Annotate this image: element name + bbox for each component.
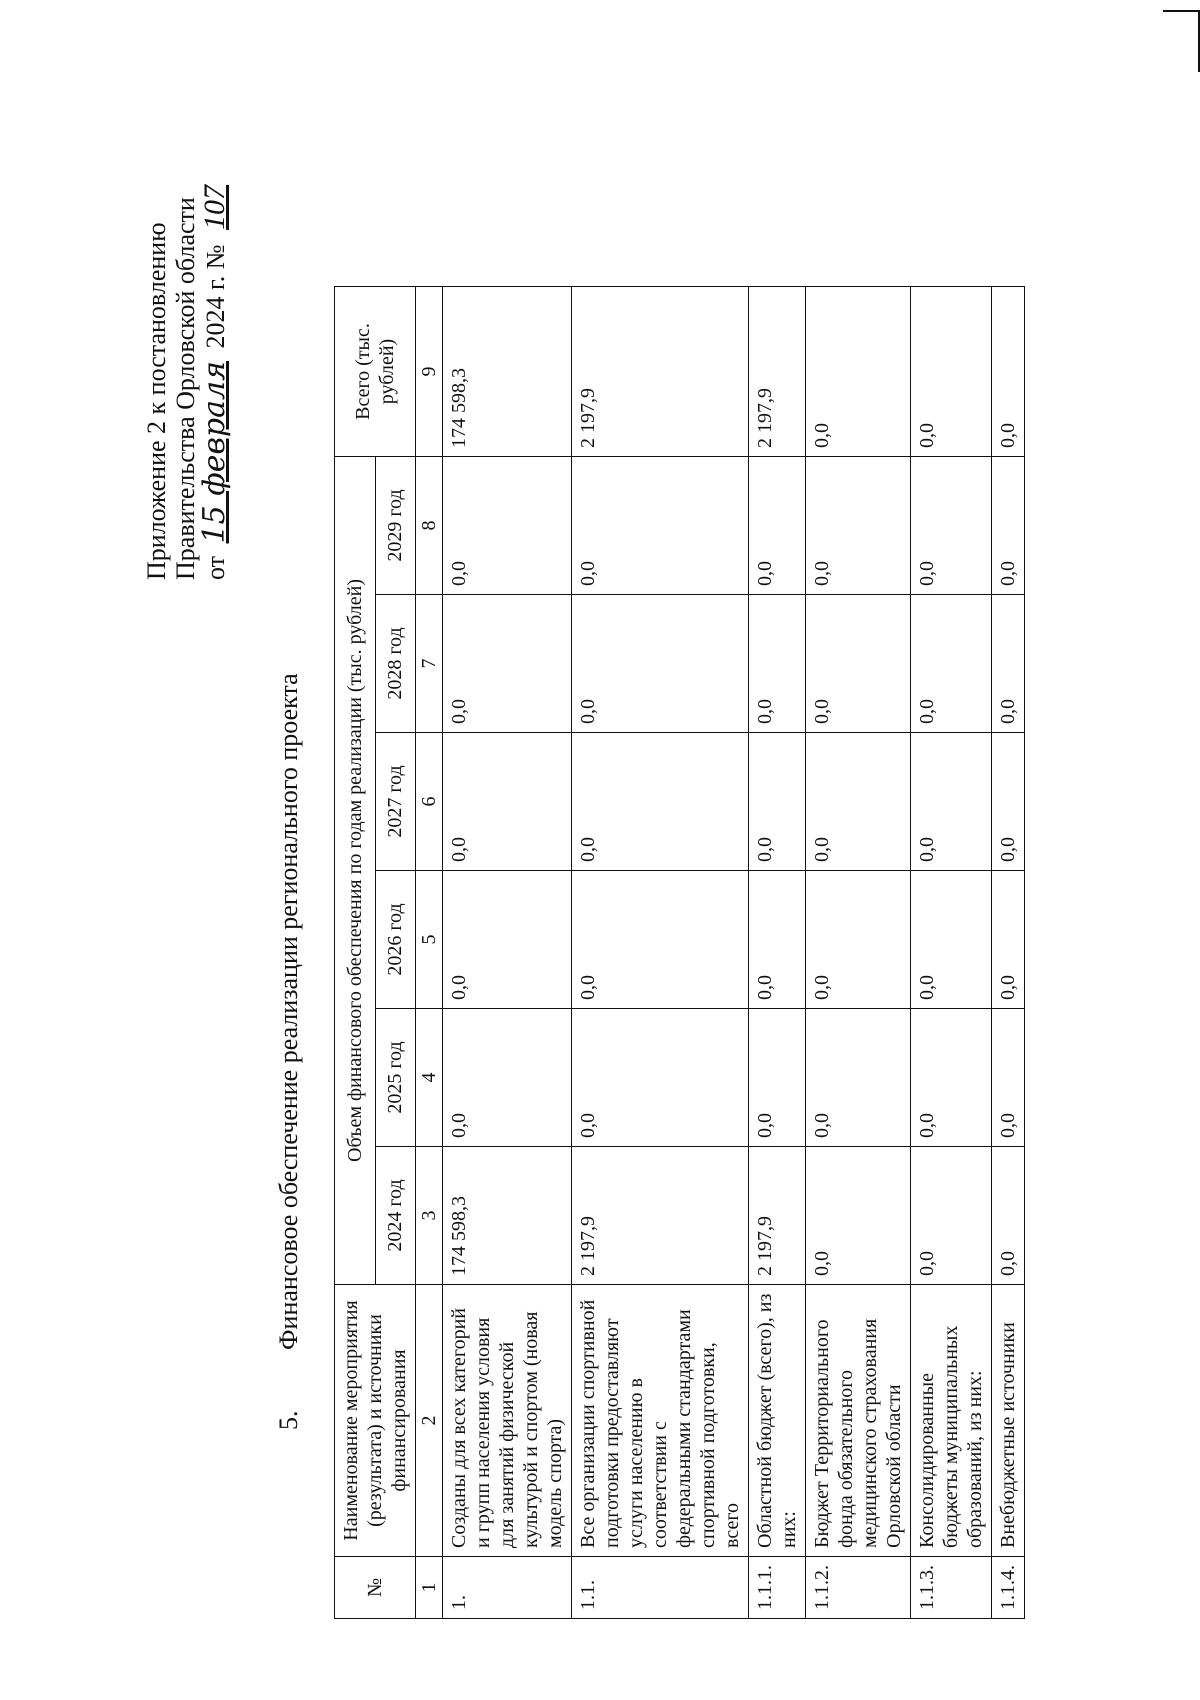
row-number: 1.1.2.: [806, 1557, 911, 1619]
value-total: 2 197,9: [749, 287, 806, 457]
header-no: №: [335, 1557, 416, 1619]
column-index: 2: [416, 1285, 443, 1557]
value-2029: 0,0: [806, 457, 911, 595]
value-2025: 0,0: [749, 1009, 806, 1147]
value-2027: 0,0: [749, 733, 806, 871]
value-2026: 0,0: [806, 871, 911, 1009]
value-2027: 0,0: [806, 733, 911, 871]
value-2027: 0,0: [443, 733, 572, 871]
value-2029: 0,0: [749, 457, 806, 595]
column-index: 6: [416, 733, 443, 871]
header-year: 2024 год: [375, 1147, 416, 1285]
value-2025: 0,0: [992, 1009, 1025, 1147]
handwritten-number: 107: [198, 184, 231, 230]
value-total: 0,0: [911, 287, 992, 457]
value-2029: 0,0: [443, 457, 572, 595]
section-title-text: Финансовое обеспечение реализации регионального проекта: [274, 673, 303, 1350]
column-index: 5: [416, 871, 443, 1009]
value-2028: 0,0: [806, 595, 911, 733]
column-index: 9: [416, 287, 443, 457]
header-year: 2029 год: [375, 457, 416, 595]
row-number: 1.1.: [572, 1557, 749, 1619]
table-row: [443, 287, 572, 1619]
value-2029: 0,0: [911, 457, 992, 595]
value-2025: 0,0: [572, 1009, 749, 1147]
value-2028: 0,0: [911, 595, 992, 733]
table-row: [992, 287, 1025, 1619]
value-2024: 2 197,9: [749, 1147, 806, 1285]
value-2025: 0,0: [911, 1009, 992, 1147]
column-index: 1: [416, 1557, 443, 1619]
value-2026: 0,0: [572, 871, 749, 1009]
value-2024: 174 598,3: [443, 1147, 572, 1285]
value-2026: 0,0: [749, 871, 806, 1009]
header-line-1: Приложение 2 к постановлению: [142, 222, 171, 580]
header-name: Наименование мероприятия (результата) и источники финансирования: [335, 1285, 416, 1557]
row-number: 1.1.1.: [749, 1557, 806, 1619]
header-date-prefix: от: [201, 555, 230, 580]
table-row: [749, 287, 806, 1619]
table-row: [911, 287, 992, 1619]
financing-table: [334, 286, 1025, 1619]
table-row: [806, 287, 911, 1619]
value-2024: 0,0: [806, 1147, 911, 1285]
row-name: Внебюджетные источники: [992, 1285, 1025, 1557]
header-year: 2027 год: [375, 733, 416, 871]
header-total: Всего (тыс. рублей): [335, 287, 416, 457]
row-name: Созданы для всех категорий и групп населения условия для занятий физической культурой и спортом (новая модель спорта): [443, 1285, 572, 1557]
value-2029: 0,0: [992, 457, 1025, 595]
row-number: 1.1.3.: [911, 1557, 992, 1619]
header-line-2: Правительства Орловской области: [171, 197, 200, 580]
table-row: [572, 287, 749, 1619]
value-2029: 0,0: [572, 457, 749, 595]
appendix-header: [142, 20, 230, 580]
column-index: 4: [416, 1009, 443, 1147]
header-year: 2026 год: [375, 871, 416, 1009]
header-line-3: [197, 20, 232, 580]
value-2028: 0,0: [992, 595, 1025, 733]
value-total: 174 598,3: [443, 287, 572, 457]
header-years-group: Объем финансового обеспечения по годам реализации (тыс. рублей): [335, 457, 376, 1285]
section-title: [274, 673, 304, 1430]
value-2025: 0,0: [806, 1009, 911, 1147]
row-number: 1.: [443, 1557, 572, 1619]
column-index-row: [416, 287, 443, 1619]
value-total: 2 197,9: [572, 287, 749, 457]
value-2027: 0,0: [572, 733, 749, 871]
row-name: Консолидированные бюджеты муниципальных образований, из них:: [911, 1285, 992, 1557]
header-year: 2025 год: [375, 1009, 416, 1147]
value-2026: 0,0: [992, 871, 1025, 1009]
row-name: Все организации спортивной подготовки предоставляют услуги населению в соответствии с федеральными стандартами спортивной подготовки, всего: [572, 1285, 749, 1557]
value-2028: 0,0: [572, 595, 749, 733]
value-2028: 0,0: [443, 595, 572, 733]
row-name: Бюджет Территориального фонда обязательного медицинского страхования Орловской области: [806, 1285, 911, 1557]
column-index: 7: [416, 595, 443, 733]
value-2027: 0,0: [911, 733, 992, 871]
value-2024: 0,0: [911, 1147, 992, 1285]
section-number: 5.: [274, 1410, 303, 1430]
value-2024: 0,0: [992, 1147, 1025, 1285]
header-year: 2028 год: [375, 595, 416, 733]
value-2026: 0,0: [911, 871, 992, 1009]
value-total: 0,0: [992, 287, 1025, 457]
column-index: 8: [416, 457, 443, 595]
value-2024: 2 197,9: [572, 1147, 749, 1285]
value-total: 0,0: [806, 287, 911, 457]
header-year-number-label: 2024 г. №: [201, 244, 230, 349]
row-number: 1.1.4.: [992, 1557, 1025, 1619]
handwritten-date: 15 февраля: [197, 361, 232, 544]
value-2028: 0,0: [749, 595, 806, 733]
value-2025: 0,0: [443, 1009, 572, 1147]
value-2027: 0,0: [992, 733, 1025, 871]
value-2026: 0,0: [443, 871, 572, 1009]
table-header-row: [335, 287, 376, 1619]
row-name: Областной бюджет (всего), из них:: [749, 1285, 806, 1557]
column-index: 3: [416, 1147, 443, 1285]
